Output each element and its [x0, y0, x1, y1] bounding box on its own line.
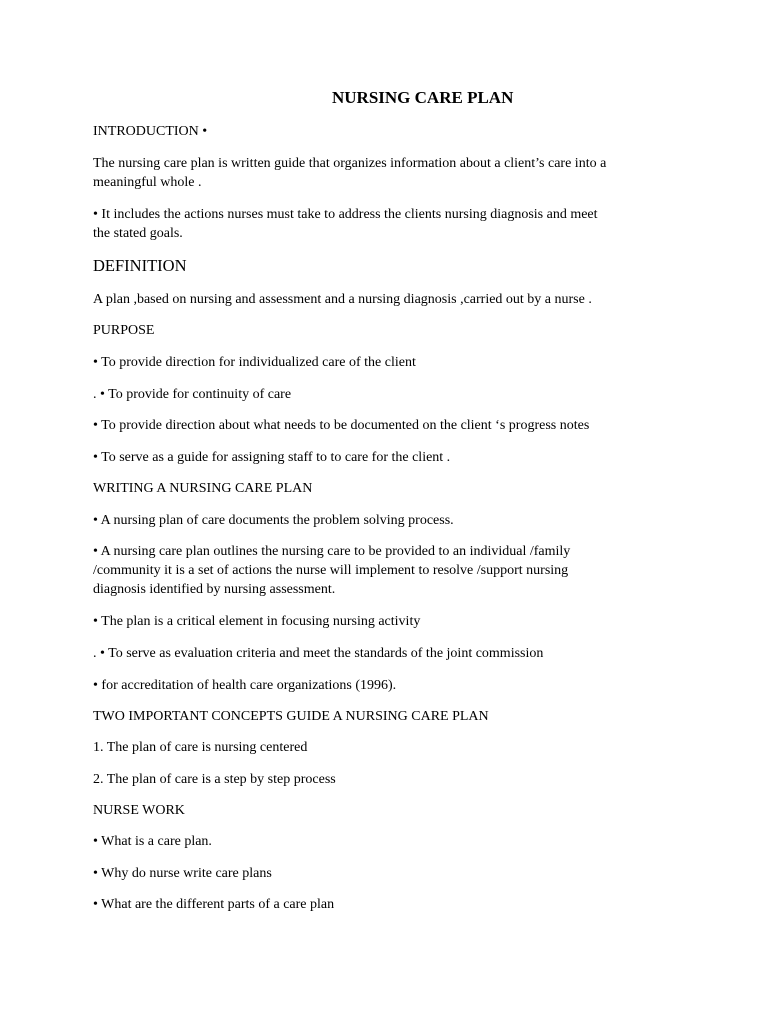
purpose-item: • To provide direction about what needs to be documented on the client ‘s progress notes	[93, 418, 590, 433]
purpose-item: • To serve as a guide for assigning staff to to care for the client .	[93, 450, 451, 465]
writing-item: /community it is a set of actions the nurse will implement to resolve /support nursing	[93, 563, 569, 578]
definition-heading: DEFINITION	[93, 256, 187, 275]
writing-item: . • To serve as evaluation criteria and meet the standards of the joint commission	[93, 646, 544, 661]
writing-item: • A nursing care plan outlines the nursing care to be provided to an individual /family	[93, 544, 571, 559]
writing-item: • The plan is a critical element in focusing nursing activity	[93, 614, 421, 629]
intro-paragraph-line: the stated goals.	[93, 226, 183, 241]
nurse-work-item: • What is a care plan.	[93, 834, 212, 849]
concepts-item: 2. The plan of care is a step by step process	[93, 772, 336, 787]
intro-paragraph-line: • It includes the actions nurses must take to address the clients nursing diagnosis and meet	[93, 207, 598, 222]
writing-heading: WRITING A NURSING CARE PLAN	[93, 481, 313, 496]
introduction-heading: INTRODUCTION •	[93, 124, 208, 139]
writing-item: • A nursing plan of care documents the problem solving process.	[93, 513, 454, 528]
concepts-item: 1. The plan of care is nursing centered	[93, 740, 308, 755]
intro-paragraph-line: meaningful whole .	[93, 175, 202, 190]
purpose-item: . • To provide for continuity of care	[93, 387, 292, 402]
purpose-item: • To provide direction for individualized care of the client	[93, 355, 416, 370]
nurse-work-heading: NURSE WORK	[93, 803, 185, 818]
concepts-heading: TWO IMPORTANT CONCEPTS GUIDE A NURSING CARE PLAN	[93, 709, 489, 724]
nurse-work-item: • Why do nurse write care plans	[93, 866, 272, 881]
definition-text: A plan ,based on nursing and assessment and a nursing diagnosis ,carried out by a nurse .	[93, 292, 592, 307]
document-title: NURSING CARE PLAN	[332, 88, 514, 107]
intro-paragraph-line: The nursing care plan is written guide that organizes information about a client’s care into a	[93, 156, 607, 171]
purpose-heading: PURPOSE	[93, 323, 155, 338]
writing-item: • for accreditation of health care organizations (1996).	[93, 678, 397, 693]
nurse-work-item: • What are the different parts of a care plan	[93, 897, 335, 912]
writing-item: diagnosis identified by nursing assessment.	[93, 582, 336, 597]
